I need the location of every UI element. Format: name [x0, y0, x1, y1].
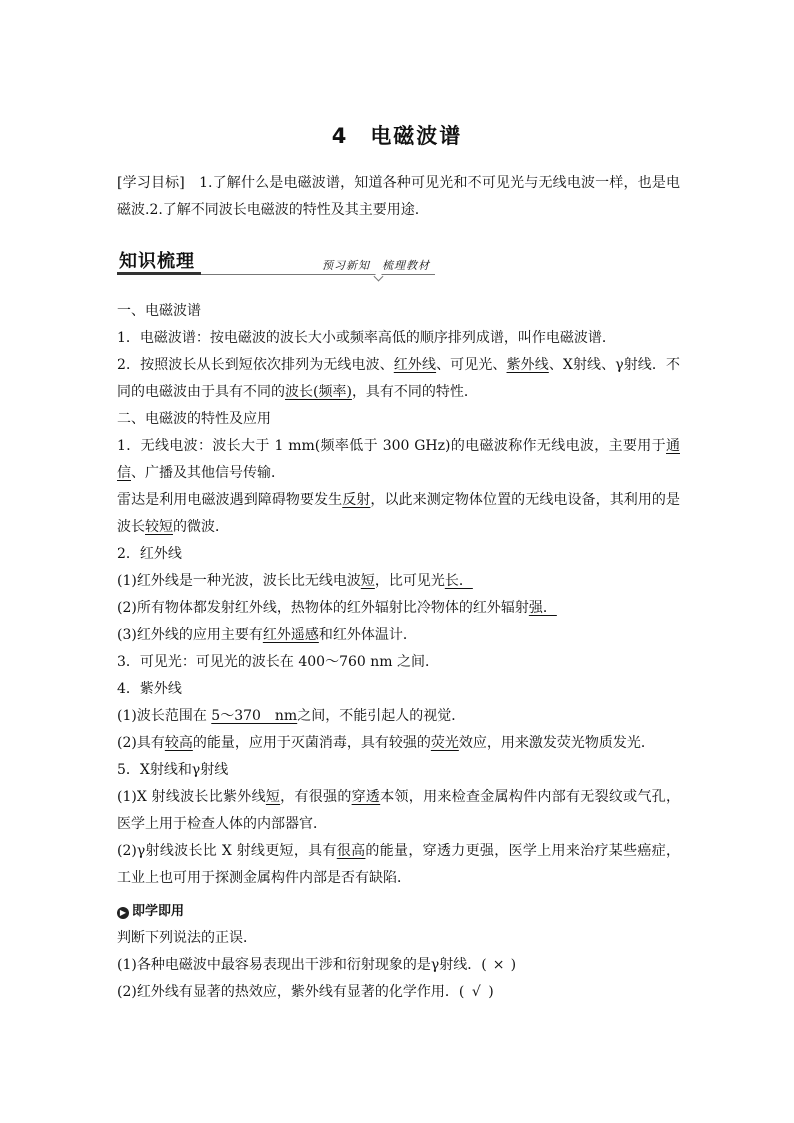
- visible-para: 3．可见光：可见光的波长在 400～760 nm 之间．: [117, 654, 439, 670]
- blank-answer: 紫外线: [506, 357, 549, 373]
- uv-heading: 4．紫外线: [117, 681, 182, 697]
- ir-item-1: (1)红外线是一种光波，波长比无线电波短，比可见光长．: [117, 573, 473, 589]
- uv-item-1: (1)波长范围在 5～370 nm之间，不能引起人的视觉．: [117, 708, 466, 724]
- blank-answer: 较高: [164, 735, 193, 751]
- blank-answer: 荧光: [430, 735, 459, 751]
- s1-heading: 一、电磁波谱: [117, 303, 201, 319]
- radar-para: 雷达是利用电磁波遇到障碍物要发生反射，以此来测定物体位置的无线电设备，其利用的是波长较短的微波．: [117, 492, 681, 535]
- blank-answer: 反射: [342, 492, 371, 508]
- blank-answer: 5～370 nm: [211, 708, 298, 724]
- blank-answer: 红外遥感: [262, 627, 319, 643]
- blank-answer: 短: [265, 789, 281, 805]
- section-bar: [117, 247, 437, 281]
- blank-answer: 穿透: [351, 789, 381, 805]
- blank-answer: 强．: [528, 600, 557, 616]
- practice-prompt: 判断下列说法的正误．: [117, 930, 257, 946]
- blank-answer: 通信: [117, 438, 680, 481]
- divider-accent: [117, 272, 201, 275]
- uv-item-2: (2)具有较高的能量，应用于灭菌消毒，具有较强的荧光效应，用来激发荧光物质发光．: [117, 735, 655, 751]
- blank-answer: 波长(频率): [285, 384, 352, 400]
- blank-answer: 较短: [145, 519, 173, 535]
- question-2: (2)红外线有显著的热效应，紫外线有显著的化学作用．( √ ): [117, 979, 680, 1006]
- radio-para: 1．无线电波：波长大于 1 mm(频率低于 300 GHz)的电磁波称作无线电波，主要用于通信、广播及其他信号传输．: [117, 438, 680, 481]
- question-1: (1)各种电磁波中最容易表现出干涉和衍射现象的是γ射线．( × ): [117, 952, 680, 979]
- play-icon: ▶: [117, 907, 129, 919]
- ir-heading: 2．红外线: [117, 546, 182, 562]
- s1-para-1: 1．电磁波谱：按电磁波的波长大小或频率高低的顺序排列成谱，叫作电磁波谱．: [117, 330, 616, 346]
- ir-item-3: (3)红外线的应用主要有红外遥感和红外体温计．: [117, 627, 417, 643]
- chapter-title: 电磁波谱: [370, 124, 463, 148]
- practice-heading: ▶ 即学即用: [117, 898, 680, 925]
- blank-answer: 很高: [336, 843, 366, 859]
- blank-answer: 长．: [444, 573, 473, 589]
- xray-item-1: (1)X 射线波长比紫外线短，有很强的穿透本领，用来检查金属构件内部有无裂纹或气孔，医学上用于检查人体的内部器官．: [117, 789, 681, 832]
- s1-para-2: 2．按照波长从长到短依次排列为无线电波、红外线、可见光、紫外线、X射线、γ射线．不同的电磁波由于具有不同的波长(频率)，具有不同的特性．: [117, 357, 680, 400]
- blank-answer: 短: [360, 573, 375, 589]
- chapter-number: 4: [331, 124, 349, 148]
- page-title: [0, 120, 794, 150]
- blank-answer: 红外线: [393, 357, 437, 373]
- learning-objectives: [学习目标] 1.了解什么是电磁波谱，知道各种可见光和不可见光与无线电波一样，也是电磁波.2.了解不同波长电磁波的特性及其主要用途.: [117, 175, 680, 218]
- answer-mark: ×: [492, 957, 505, 973]
- content-body: [117, 298, 680, 1006]
- xray-gamma-heading: 5．X射线和γ射线: [117, 762, 229, 778]
- answer-mark: √: [471, 984, 481, 1000]
- gamma-item-2: (2)γ射线波长比 X 射线更短，具有很高的能量，穿透力更强，医学上用来治疗某些癌症，工业上也可用于探测金属构件内部是否有缺陷．: [117, 843, 681, 886]
- section-subtitle: 预习新知 梳理教材: [322, 259, 430, 272]
- ir-item-2: (2)所有物体都发射红外线，热物体的红外辐射比冷物体的红外辐射强．: [117, 600, 557, 616]
- s2-heading: 二、电磁波的特性及应用: [117, 411, 271, 427]
- section-heading: 知识梳理: [119, 251, 195, 272]
